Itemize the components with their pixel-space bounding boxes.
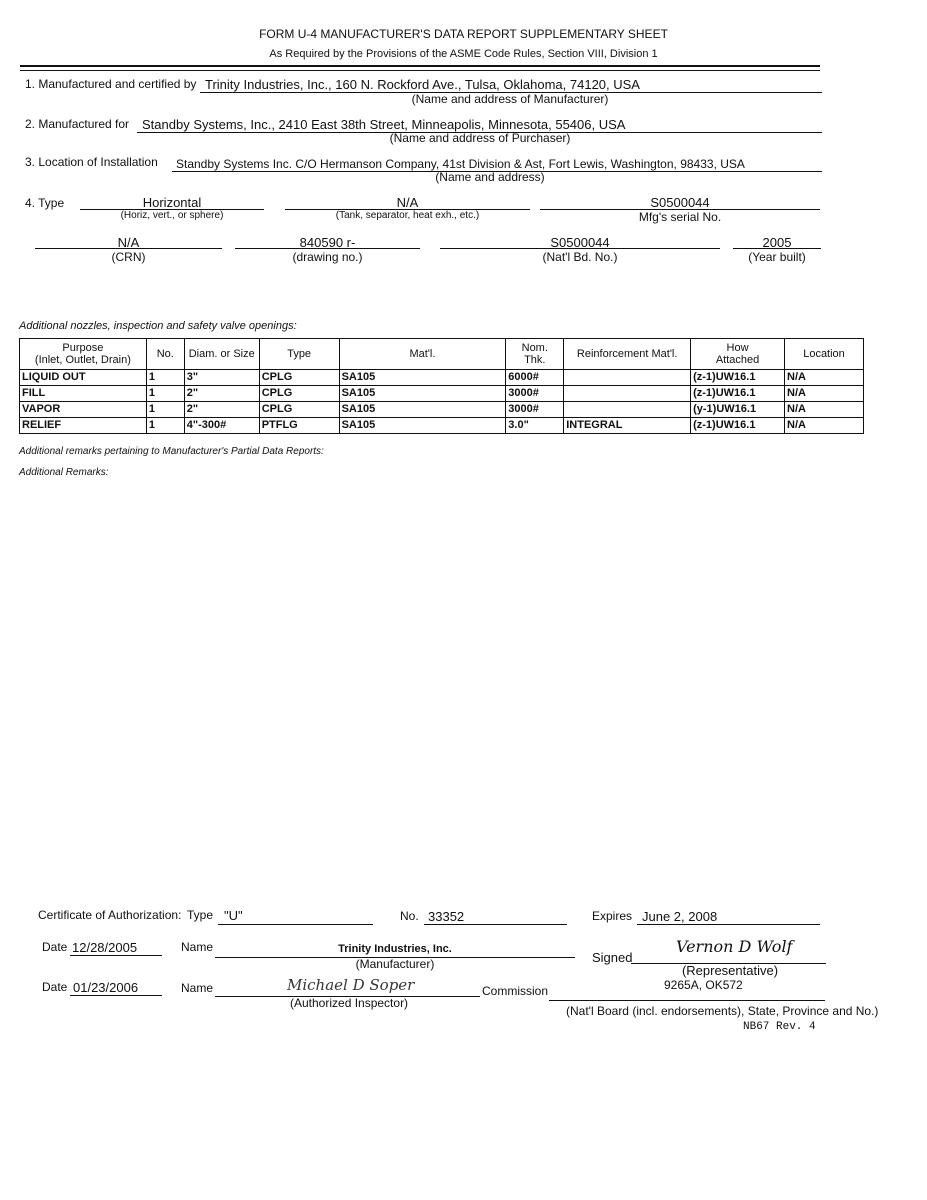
- cell-how-attached: (y-1)UW16.1: [691, 402, 785, 418]
- form-revision: NB67 Rev. 4: [743, 1021, 816, 1033]
- col-nom-thk: Nom. Thk.: [506, 339, 564, 370]
- commission-underline: [549, 1000, 825, 1001]
- form-subtitle: As Required by the Provisions of the ASME Code Rules, Section VIII, Division 1: [269, 48, 658, 60]
- cell-diam: 3": [184, 370, 259, 386]
- item4-label: 4. Type: [25, 196, 65, 210]
- cell-type: CPLG: [259, 386, 339, 402]
- item1-label: 1. Manufactured and certified by: [25, 77, 197, 91]
- cell-location: N/A: [785, 402, 864, 418]
- inspector-caption: (Authorized Inspector): [290, 996, 409, 1010]
- cell-reinforcement: INTEGRAL: [564, 418, 691, 434]
- table-row: [20, 402, 864, 418]
- cell-location: N/A: [785, 386, 864, 402]
- expires-underline: [637, 924, 820, 925]
- cell-nom-thk: 6000#: [506, 370, 564, 386]
- manufacturer-caption: (Manufacturer): [355, 957, 435, 971]
- inspector-signature: Michael D Soper: [287, 976, 415, 994]
- col-matl: Mat'l.: [339, 339, 506, 370]
- col-no: No.: [146, 339, 184, 370]
- cell-type: CPLG: [259, 370, 339, 386]
- cell-how-attached: (z-1)UW16.1: [691, 418, 785, 434]
- crn-value: N/A: [117, 235, 140, 250]
- item1-caption: (Name and address of Manufacturer): [411, 92, 609, 106]
- table-row: [20, 386, 864, 402]
- date1-value: 12/28/2005: [72, 940, 138, 955]
- vessel-kind-value: N/A: [396, 195, 419, 210]
- cell-diam: 4"-300#: [184, 418, 259, 434]
- cell-matl: SA105: [339, 370, 506, 386]
- col-reinforcement: Reinforcement Mat'l.: [564, 339, 691, 370]
- crn-caption: (CRN): [111, 250, 146, 264]
- cell-type: PTFLG: [259, 418, 339, 434]
- date2-underline: [70, 995, 162, 996]
- cell-how-attached: (z-1)UW16.1: [691, 386, 785, 402]
- cell-nom-thk: 3000#: [506, 402, 564, 418]
- date1-underline: [70, 955, 162, 956]
- certificate-no-label: No.: [400, 909, 419, 923]
- commission-value: 9265A, OK572: [664, 978, 743, 992]
- table-row: [20, 418, 864, 434]
- cell-how-attached: (z-1)UW16.1: [691, 370, 785, 386]
- mfg-serial-value: S0500044: [650, 195, 710, 210]
- cell-no: 1: [146, 402, 184, 418]
- col-purpose: Purpose (Inlet, Outlet, Drain): [20, 339, 147, 370]
- certificate-type-label: Type: [187, 908, 214, 922]
- cell-no: 1: [146, 418, 184, 434]
- certificate-no-underline: [424, 924, 567, 925]
- cell-purpose: VAPOR: [20, 402, 147, 418]
- cell-location: N/A: [785, 418, 864, 434]
- item3-caption: (Name and address): [435, 170, 545, 184]
- certificate-label: Certificate of Authorization:: [38, 908, 182, 922]
- cell-matl: SA105: [339, 386, 506, 402]
- date2-value: 01/23/2006: [73, 980, 139, 995]
- cell-nom-thk: 3000#: [506, 386, 564, 402]
- col-location: Location: [785, 339, 864, 370]
- mfg-serial-caption: Mfg's serial No.: [638, 210, 722, 224]
- form-title: FORM U-4 MANUFACTURER'S DATA REPORT SUPPLEMENTARY SHEET: [259, 27, 668, 41]
- representative-signature: Vernon D Wolf: [676, 937, 793, 956]
- drawing-no-underline: [235, 248, 420, 249]
- cell-purpose: RELIEF: [20, 418, 147, 434]
- item2-label: 2. Manufactured for: [25, 117, 130, 131]
- commission-label: Commission: [482, 984, 549, 998]
- installation-value: Standby Systems Inc. C/O Hermanson Company, 41st Division & Ast, Fort Lewis, Washington, 98433, USA: [176, 157, 745, 171]
- expires-label: Expires: [592, 909, 633, 923]
- vessel-type-caption: (Horiz, vert., or sphere): [120, 210, 224, 221]
- signed-label: Signed: [592, 950, 633, 965]
- name2-label: Name: [181, 981, 214, 995]
- additional-remarks-label: Additional Remarks:: [19, 467, 109, 478]
- manufacturer-value: Trinity Industries, Inc., 160 N. Rockford Ave., Tulsa, Oklahoma, 74120, USA: [205, 77, 640, 92]
- cell-matl: SA105: [339, 418, 506, 434]
- date2-label: Date: [42, 980, 68, 994]
- item2-caption: (Name and address of Purchaser): [389, 131, 571, 145]
- item3-label: 3. Location of Installation: [25, 155, 158, 169]
- year-built-caption: (Year built): [748, 250, 806, 264]
- certificate-no-value: 33352: [428, 909, 465, 924]
- col-type: Type: [259, 339, 339, 370]
- date1-label: Date: [42, 940, 68, 954]
- cell-diam: 2": [184, 402, 259, 418]
- cell-nom-thk: 3.0": [506, 418, 564, 434]
- cell-no: 1: [146, 370, 184, 386]
- natl-bd-caption: (Nat'l Bd. No.): [542, 250, 618, 264]
- vessel-type-value: Horizontal: [142, 195, 202, 210]
- nozzles-heading: Additional nozzles, inspection and safety valve openings:: [19, 320, 297, 332]
- crn-underline: [35, 248, 222, 249]
- certificate-type-value: "U": [224, 908, 243, 923]
- nozzles-header-row: [20, 339, 864, 370]
- header-rule-bottom: [20, 70, 820, 71]
- cell-no: 1: [146, 386, 184, 402]
- cell-reinforcement: [564, 386, 691, 402]
- col-how-attached: How Attached: [691, 339, 785, 370]
- nozzles-table: [19, 338, 864, 434]
- vessel-kind-caption: (Tank, separator, heat exh., etc.): [335, 210, 480, 221]
- drawing-no-caption: (drawing no.): [292, 250, 363, 264]
- cell-diam: 2": [184, 386, 259, 402]
- purchaser-value: Standby Systems, Inc., 2410 East 38th Street, Minneapolis, Minnesota, 55406, USA: [142, 117, 626, 132]
- drawing-no-value: 840590 r-: [299, 235, 356, 250]
- representative-caption: (Representative): [681, 963, 779, 978]
- header-rule-top: [20, 65, 820, 67]
- commission-caption: (Nat'l Board (incl. endorsements), State, Province and No.): [566, 1004, 879, 1018]
- partial-remarks-label: Additional remarks pertaining to Manufacturer's Partial Data Reports:: [19, 446, 324, 457]
- natl-bd-underline: [440, 248, 720, 249]
- col-diam: Diam. or Size: [184, 339, 259, 370]
- table-row: [20, 370, 864, 386]
- cell-location: N/A: [785, 370, 864, 386]
- cell-purpose: LIQUID OUT: [20, 370, 147, 386]
- cell-reinforcement: [564, 402, 691, 418]
- certificate-type-underline: [218, 924, 373, 925]
- cell-matl: SA105: [339, 402, 506, 418]
- cell-reinforcement: [564, 370, 691, 386]
- year-built-value: 2005: [762, 235, 792, 250]
- year-built-underline: [733, 248, 821, 249]
- cell-type: CPLG: [259, 402, 339, 418]
- cell-purpose: FILL: [20, 386, 147, 402]
- name1-label: Name: [181, 940, 214, 954]
- manufacturer-name-value: Trinity Industries, Inc.: [338, 943, 452, 955]
- natl-bd-value: S0500044: [550, 235, 610, 250]
- expires-value: June 2, 2008: [642, 909, 718, 924]
